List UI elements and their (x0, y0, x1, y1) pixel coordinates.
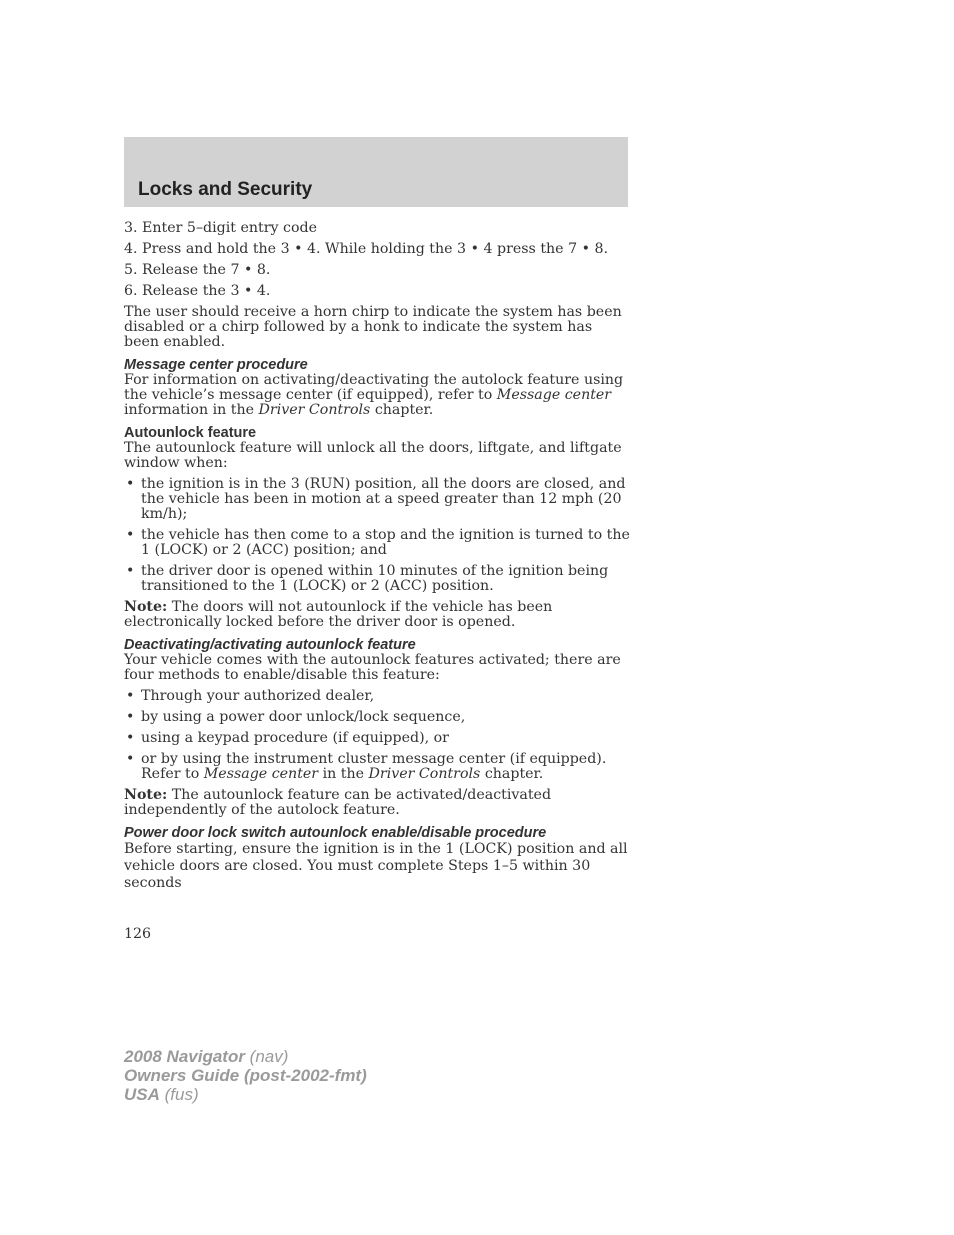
note-label: Note: (124, 787, 168, 803)
bullet-icon: • (126, 709, 135, 725)
bullet-icon: • (126, 527, 135, 543)
list-item-text: Through your authorized dealer, (141, 688, 375, 704)
footer-model-code: (nav) (244, 1047, 289, 1066)
footer-market-code: (fus) (159, 1085, 199, 1104)
note-label: Note: (124, 599, 168, 615)
bullet-icon: • (126, 730, 135, 746)
text-run: chapter. (370, 402, 434, 418)
list-item (124, 710, 630, 725)
list-item (124, 731, 630, 746)
message-center-heading: Message center procedure (124, 357, 308, 373)
list-item (124, 564, 630, 594)
step-5: 5. Release the 7 • 8. (124, 262, 271, 278)
ref-driver-controls: Driver Controls (368, 766, 481, 782)
deactivating-methods-list (124, 689, 630, 782)
footer-line-3 (124, 1085, 367, 1104)
deactivating-intro: Your vehicle comes with the autounlock features activated; there are four methods to enable/disable this feature: (124, 652, 621, 683)
text-run: For information on activating/deactivating the autolock feature using the vehicle’s message center (if equipped), refer to (124, 372, 624, 403)
bullet-icon: • (126, 563, 135, 579)
autounlock-note (124, 600, 630, 630)
section-title: Locks and Security (138, 179, 313, 200)
footer-line-2 (124, 1066, 367, 1085)
bullet-icon: • (126, 751, 135, 767)
text-run: information in the (124, 402, 259, 418)
bullet-icon: • (126, 688, 135, 704)
deactivating-heading: Deactivating/activating autounlock feature (124, 637, 416, 653)
list-item-text: using a keypad procedure (if equipped), or (141, 730, 449, 746)
text-run: in the (318, 766, 369, 782)
note-text: The autounlock feature can be activated/deactivated independently of the autolock feature. (124, 787, 552, 818)
ref-message-center: Message center (203, 766, 319, 782)
autounlock-conditions-list (124, 477, 630, 594)
step-6: 6. Release the 3 • 4. (124, 283, 271, 299)
ref-driver-controls: Driver Controls (258, 402, 371, 418)
autounlock-heading: Autounlock feature (124, 425, 257, 441)
note-text: The doors will not autounlock if the vehicle has been electronically locked before the driver door is opened. (124, 599, 553, 630)
power-lock-heading: Power door lock switch autounlock enable/disable procedure (124, 825, 547, 841)
footer-line-1 (124, 1047, 367, 1066)
list-item (124, 528, 630, 558)
page-number: 126 (124, 926, 152, 942)
section-header-band (124, 137, 628, 207)
horn-chirp-paragraph: The user should receive a horn chirp to indicate the system has been disabled or a chirp followed by a honk to indicate the system has been enabled. (124, 304, 622, 350)
list-item (124, 752, 630, 782)
ref-message-center: Message center (496, 387, 612, 403)
message-center-paragraph (124, 373, 630, 418)
document-footer (124, 1047, 367, 1104)
text-run: or by using the instrument cluster message center (if equipped). Refer to (141, 751, 607, 782)
bullet-icon: • (126, 476, 135, 492)
footer-market: USA (124, 1085, 160, 1104)
list-item-text (141, 751, 606, 782)
list-item (124, 689, 630, 704)
list-item-text: the vehicle has then come to a stop and the ignition is turned to the 1 (LOCK) or 2 (ACC) position; and (141, 527, 630, 558)
deactivating-note (124, 788, 630, 818)
footer-guide: Owners Guide (post-2002-fmt) (124, 1066, 367, 1085)
list-item (124, 477, 630, 522)
step-3: 3. Enter 5–digit entry code (124, 220, 318, 236)
list-item-text: the driver door is opened within 10 minutes of the ignition being transitioned to the 1 (LOCK) or 2 (ACC) position. (141, 563, 609, 594)
list-item-text: the ignition is in the 3 (RUN) position, all the doors are closed, and the vehicle has been in motion at a speed greater than 12 mph (20 km/h); (141, 476, 626, 522)
step-4: 4. Press and hold the 3 • 4. While holding the 3 • 4 press the 7 • 8. (124, 241, 609, 257)
page-content (124, 221, 630, 892)
list-item-text: by using a power door unlock/lock sequence, (141, 709, 466, 725)
footer-model: 2008 Navigator (124, 1047, 245, 1066)
autounlock-intro: The autounlock feature will unlock all the doors, liftgate, and liftgate window when: (124, 440, 622, 471)
power-lock-paragraph: Before starting, ensure the ignition is in the 1 (LOCK) position and all vehicle doors are closed. You must complete Steps 1–5 within 30 seconds (124, 841, 628, 891)
text-run: chapter. (480, 766, 544, 782)
